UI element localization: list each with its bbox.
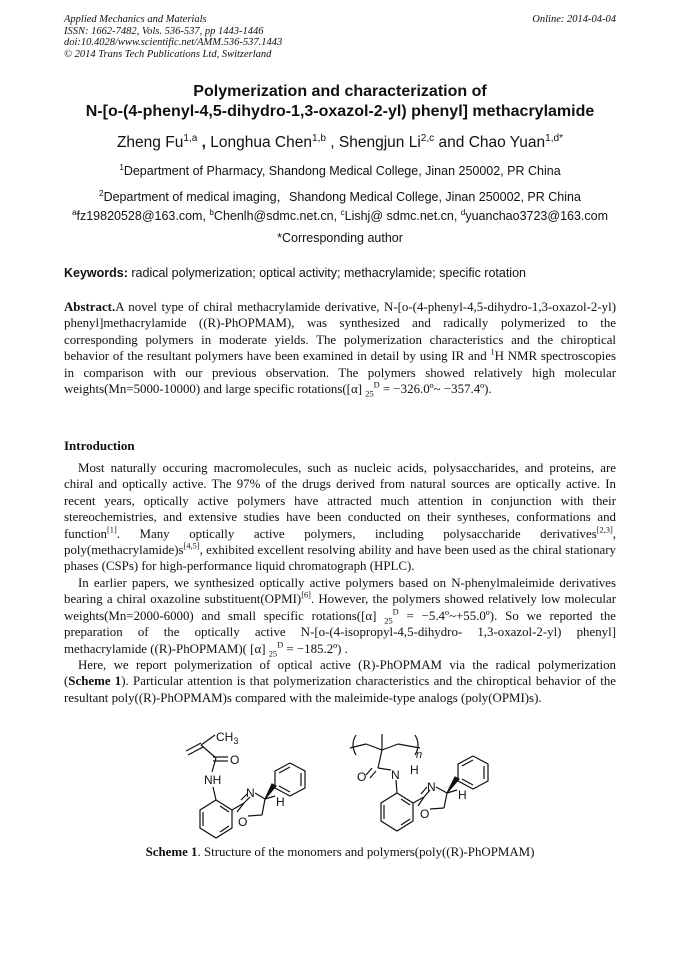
polymer-n-subscript: n	[416, 749, 423, 761]
affiliation-2-text: Department of medical imaging，Shandong Medical College, Jinan 250002, PR China	[103, 190, 581, 204]
monomer-ring-o-label: O	[238, 815, 248, 829]
affiliation-1-text: Department of Pharmacy, Shandong Medical College, Jinan 250002, PR China	[123, 164, 561, 178]
intro-p1-text-d: , exhibited excellent resolving ability and have been used as the chiral stationary phases (CSPs) for high-performance liquid chromatograph (HPLC).	[64, 543, 616, 574]
abstract-label: Abstract.	[64, 300, 116, 314]
abstract-text-3: = −326.0º~ −357.4º).	[379, 382, 492, 397]
author-sep-2: ,	[325, 134, 339, 151]
intro-p1-text-c: , poly(methacrylamide)s	[64, 526, 616, 558]
corresponding-author: *Corresponding author	[277, 231, 403, 245]
copyright: © 2014 Trans Tech Publications Ltd, Switzerland	[64, 48, 272, 60]
keywords-label: Keywords:	[64, 266, 128, 280]
author-1-affil: 1,a	[183, 132, 198, 144]
intro-p1-text-a: Most naturally occuring macromolecules, such as nucleic acids, polysaccharides, and proteins, are chiral and optically active. The 97% of the drugs derived from natural sources are optically active. In recent years, optically active polymers have attracted much attention in conjunction with their stereochemistries, and extensive studies have been conducted on their syntheses, conformations and function	[64, 461, 616, 541]
author-sep-3: and	[434, 134, 469, 151]
monomer-ch3-label: $CH_3$	[216, 730, 239, 746]
email-a-mark: a	[71, 207, 77, 217]
affiliation-1-mark: 1	[119, 162, 124, 172]
intro-p3-text-a: Here, we report polymerization of optical active (R)-PhOPMAM via the radical polymerization (	[64, 658, 616, 689]
email-c: Lishj@ sdmc.net.cn,	[344, 209, 461, 223]
citation-2-3: [2,3]	[596, 525, 613, 535]
online-date: Online: 2014-04-04	[532, 14, 616, 25]
author-3: Shengjun Li	[338, 134, 421, 151]
polymer-ring-n-label: N	[427, 780, 436, 794]
abstract-text-1: A novel type of chiral methacrylamide derivative, N-[o-(4-phenyl-4,5-dihydro-1,3-oxazol-2-yl) phenyl]methacrylamide ((R)-PhOPMAM), was synthesized and radically polymerized to the corresponding polymers in moderate yields. The polymerization characteristics and the chiroptical behavior of the resultant polymers have been examined in detail by using IR and	[64, 300, 616, 364]
email-c-mark: c	[340, 207, 345, 217]
citation-6: [6]	[301, 591, 311, 601]
scheme-reference: Scheme 1	[68, 674, 122, 689]
monomer-n-label: N	[246, 786, 255, 800]
email-b: Chenlh@sdmc.net.cn,	[213, 209, 341, 223]
abstract-sup-1: 1	[490, 347, 495, 357]
polymer-o-label: O	[357, 770, 367, 784]
email-d: yuanchao3723@163.com	[465, 209, 609, 223]
issn: ISSN: 1662-7482, Vols. 536-537, pp 1443-1446	[64, 25, 264, 37]
author-4-affil: 1,d*	[545, 132, 564, 144]
monomer-h-label: H	[276, 795, 285, 809]
intro-p2-text-b: . However, the polymers showed relatively low molecular weights(Mn=2000-6000) and small specific rotations([α]	[64, 592, 616, 623]
email-a: fz19820528@163.com,	[76, 209, 210, 223]
intro-p2-sub-2: 25	[268, 649, 278, 659]
scheme-caption	[64, 845, 616, 860]
title-line-2: N-[o-(4-phenyl-4,5-dihydro-1,3-oxazol-2-yl) phenyl] methacrylamide	[85, 103, 595, 120]
polymer-nh-n-label: N	[391, 768, 400, 782]
intro-p2-text-c: = −5.4º~+55.0º). So we reported the preparation of the optically active N-[o-(4-isopropyl-4,5-dihydro- 1,3-oxazol-2-yl) phenyl] methacrylamide ((R)-PhOPMAM)( [α]	[64, 608, 616, 656]
section-heading-introduction: Introduction	[64, 438, 135, 453]
author-sep-1: ,	[197, 134, 211, 151]
author-3-affil: 2,c	[420, 132, 435, 144]
title-line-1: Polymerization and characterization of	[193, 83, 487, 100]
scheme-caption-label: Scheme 1	[145, 845, 198, 859]
abstract-sup-2: D	[373, 380, 380, 390]
intro-p3-text-b: ). Particular attention is that polymerization characteristics and the chiroptical behavior of the resultant poly((R)-PhOPMAM)s compared with the maleimide-type analogs (poly(OPMI)s).	[64, 674, 616, 705]
author-4: Chao Yuan	[468, 134, 546, 151]
author-2: Longhua Chen	[210, 134, 312, 151]
author-1: Zheng Fu	[116, 134, 184, 151]
citation-4-5: [4,5]	[183, 541, 200, 551]
journal-name: Applied Mechanics and Materials	[64, 14, 207, 25]
intro-p2-sup-2: D	[277, 640, 284, 650]
polymer-ring-o-label: O	[420, 807, 430, 821]
polymer-nh-h-label: H	[410, 763, 419, 777]
intro-p2-sup-1: D	[392, 607, 399, 617]
intro-p2-text-d: = −185.2º) .	[283, 641, 348, 656]
monomer-nh-label: NH	[204, 773, 222, 787]
keywords-text: radical polymerization; optical activity; methacrylamide; specific rotation	[127, 266, 526, 280]
abstract-sub-1: 25	[365, 389, 374, 399]
monomer-o-label: O	[230, 753, 240, 767]
polymer-h-label: H	[458, 788, 467, 802]
intro-p2-sub-1: 25	[384, 616, 393, 626]
affiliation-2-mark: 2	[99, 188, 104, 198]
author-2-affil: 1,b	[311, 132, 326, 144]
abstract-text-2: H NMR spectroscopies in comparison with our previous observation. The polymers showed relatively high molecular weights(Mn=5000-10000) and large specific rotations([α]	[64, 349, 617, 397]
intro-p1-text-b: . Many optically active polymers, including polysaccharide derivatives	[116, 526, 597, 541]
doi: doi:10.4028/www.scientific.net/AMM.536-537.1443	[64, 37, 283, 48]
scheme-caption-text: . Structure of the monomers and polymers(poly((R)-PhOPMAM)	[197, 845, 535, 859]
email-b-mark: b	[209, 207, 214, 217]
intro-p2-text-a: In earlier papers, we synthesized optically active polymers based on N-phenylmaleimide derivatives bearing a chiral oxazoline substituent(OPMI)	[64, 576, 616, 607]
email-d-mark: d	[460, 207, 466, 217]
citation-1: [1]	[106, 525, 117, 535]
